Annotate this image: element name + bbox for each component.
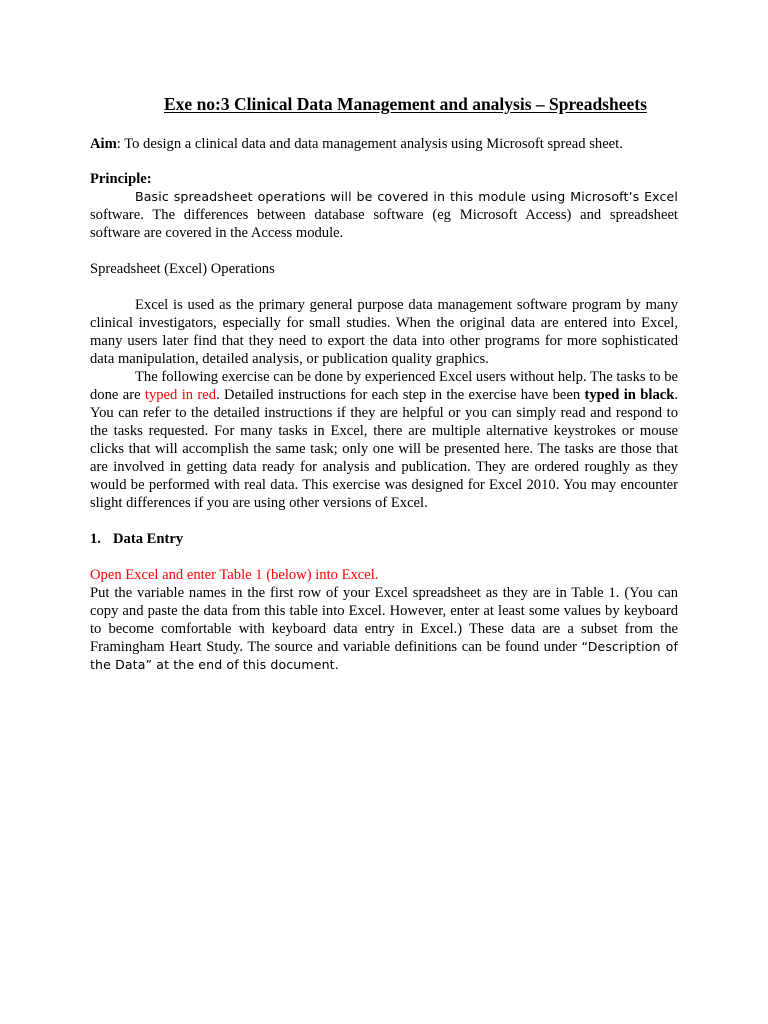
principle-rest: software. The differences between database software (eg Microsoft Access) and spreadsheet software are covered in the Access module.: [90, 207, 678, 241]
section-1-number: 1.: [90, 531, 101, 547]
exercise-text-1: The following exercise can be done by experienced Excel users without help. The tasks to be done are: [90, 369, 678, 403]
aim-paragraph: [90, 135, 678, 153]
principle-first-line: Basic spreadsheet operations will be covered in this module using Microsoft’s Excel: [135, 189, 678, 204]
section-1-body: [90, 584, 678, 674]
exercise-text-3: . You can refer to the detailed instructions if they are helpful or you can simply read and respond to the tasks requested. For many tasks in Excel, there are multiple alternative keystrokes or mouse clicks that will accomplish the same task; only one will be presented here. The tasks are those that are involved in getting data ready for analysis and publication. They are ordered roughly as they would be performed with real data. This exercise was designed for Excel 2010. You may encounter slight differences if you are using other versions of Excel.: [90, 387, 678, 511]
principle-heading: Principle:: [90, 171, 152, 187]
typed-in-black-text: typed in black: [584, 387, 675, 403]
operations-heading: Spreadsheet (Excel) Operations: [90, 261, 275, 277]
section-1-task: Open Excel and enter Table 1 (below) into Excel.: [90, 567, 379, 583]
aim-label: Aim: [90, 136, 117, 152]
document-body: [90, 92, 678, 674]
section-1-title: Data Entry: [113, 531, 184, 547]
typed-in-red-text: typed in red: [144, 387, 217, 403]
exercise-text-2: . Detailed instructions for each step in the exercise have been: [216, 387, 585, 403]
principle-paragraph: [90, 188, 678, 242]
exercise-paragraph: [90, 368, 678, 512]
section-1-body-end: “Description of the Data” at the end of this document.: [90, 639, 678, 672]
section-1-body-text: Put the variable names in the first row of your Excel spreadsheet as they are in Table 1. (You can copy and paste the data from this table into Excel. However, enter at least some values by keyboard to become comfortable with keyboard data entry in Excel.) These data are a subset from the Framingham Heart Study. The source and variable definitions can be found under: [90, 585, 678, 655]
document-title: Exe no:3 Clinical Data Management and analysis – Spreadsheets: [164, 94, 647, 114]
excel-usage-paragraph: Excel is used as the primary general purpose data management software program by many clinical investigators, especially for small studies. When the original data are entered into Excel, many users later find that they need to export the data into other programs for more sophisticated data manipulation, detailed analysis, or publication quality graphics.: [90, 297, 678, 367]
aim-text: : To design a clinical data and data management analysis using Microsoft spread sheet.: [116, 136, 623, 152]
section-1-heading: [90, 530, 678, 548]
